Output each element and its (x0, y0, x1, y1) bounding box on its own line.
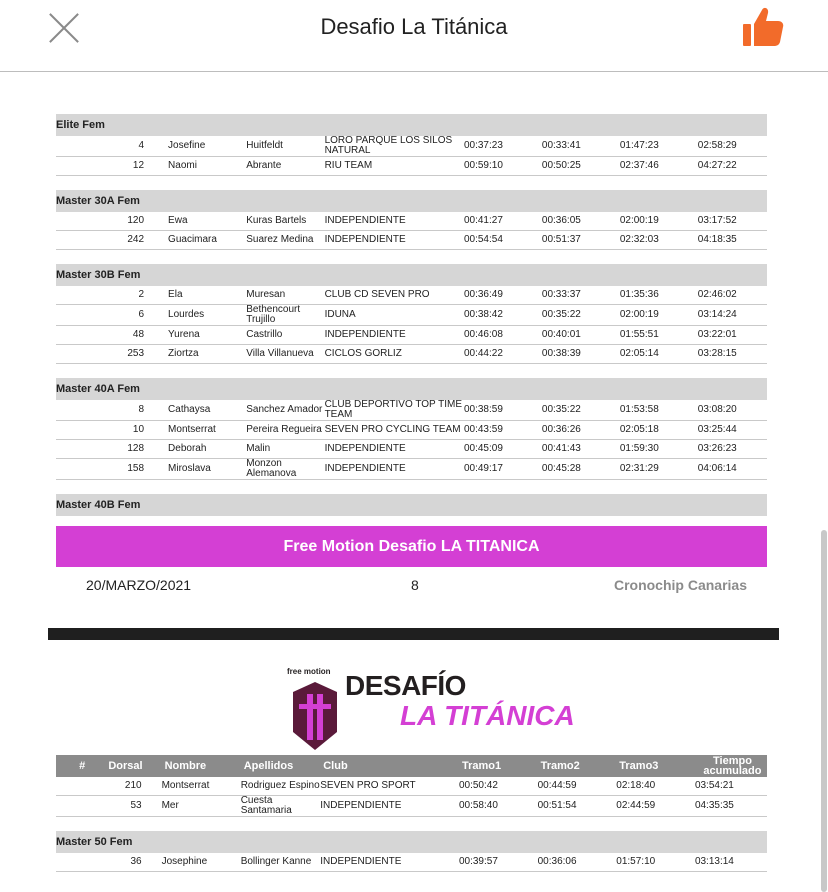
bib-number: 210 (105, 777, 161, 796)
split-2: 00:36:05 (542, 212, 620, 231)
category-header: Master 40A Fem (56, 378, 767, 400)
club: CLUB CD SEVEN PRO (325, 286, 464, 305)
event-logo (285, 662, 585, 752)
total-time: 03:54:21 (695, 777, 767, 796)
total-time: 04:35:35 (695, 796, 767, 817)
last-name: Suarez Medina (246, 231, 324, 250)
total-time: 04:06:14 (698, 459, 767, 480)
split-1: 00:38:42 (464, 305, 542, 326)
total-time: 03:13:14 (695, 853, 767, 872)
split-2: 00:33:41 (542, 136, 620, 157)
table-row (56, 136, 767, 157)
bib-number: 36 (105, 853, 161, 872)
first-name: Ela (168, 286, 246, 305)
category-header: Elite Fem (56, 114, 767, 136)
club: SEVEN PRO SPORT (320, 777, 459, 796)
bib-number: 120 (56, 212, 168, 231)
table-row (56, 796, 767, 817)
category-header: Master 40B Fem (56, 494, 767, 516)
split-1: 00:43:59 (464, 421, 542, 440)
bib-number: 10 (56, 421, 168, 440)
first-name: Mer (162, 796, 241, 817)
logo-line1: DESAFÍO (345, 670, 466, 701)
column-header: Apellidos (241, 755, 321, 777)
club: CICLOS GORLIZ (325, 345, 464, 364)
split-1: 00:58:40 (459, 796, 538, 817)
split-3: 01:55:51 (620, 326, 698, 345)
club: INDEPENDIENTE (325, 459, 464, 480)
first-name: Lourdes (168, 305, 246, 326)
split-1: 00:39:57 (459, 853, 538, 872)
total-time: 03:08:20 (698, 400, 767, 421)
last-name: Rodriguez Espino (241, 777, 321, 796)
total-time: 02:58:29 (698, 136, 767, 157)
club: INDEPENDIENTE (325, 231, 464, 250)
column-header: # (56, 755, 105, 777)
first-name: Ziortza (168, 345, 246, 364)
bib-number: 2 (56, 286, 168, 305)
last-name: Pereira Regueira (246, 421, 324, 440)
bib-number: 253 (56, 345, 168, 364)
column-header: Nombre (162, 755, 241, 777)
table-row (56, 421, 767, 440)
page-title: Desafio La Titánica (320, 14, 508, 39)
bib-number: 6 (56, 305, 168, 326)
bib-number: 12 (56, 157, 168, 176)
table-row (56, 777, 767, 796)
split-3: 02:44:59 (616, 796, 695, 817)
club: RIU TEAM (325, 157, 464, 176)
column-header: Tramo3 (616, 755, 695, 777)
total-time: 02:46:02 (698, 286, 767, 305)
bib-number: 8 (56, 400, 168, 421)
column-header: Tramo1 (459, 755, 538, 777)
last-name: Bollinger Kanne (241, 853, 321, 872)
total-time: 04:27:22 (698, 157, 767, 176)
split-3: 02:37:46 (620, 157, 698, 176)
last-name: Huitfeldt (246, 136, 324, 157)
table-row (56, 157, 767, 176)
table-row (56, 305, 767, 326)
split-2: 00:51:37 (542, 231, 620, 250)
split-3: 01:35:36 (620, 286, 698, 305)
total-time: 03:26:23 (698, 440, 767, 459)
results-table-page1 (56, 114, 767, 516)
pdf-document (0, 72, 828, 892)
table-row (56, 286, 767, 305)
column-header: Club (320, 755, 459, 777)
table-row (56, 400, 767, 421)
split-2: 00:33:37 (542, 286, 620, 305)
split-2: 00:40:01 (542, 326, 620, 345)
last-name: Bethencourt Trujillo (246, 305, 324, 326)
first-name: Yurena (168, 326, 246, 345)
club: INDEPENDIENTE (320, 796, 459, 817)
event-banner: Free Motion Desafio LA TITANICA (56, 526, 767, 567)
footer-date: 20/MARZO/2021 (86, 577, 192, 593)
total-time: 03:22:01 (698, 326, 767, 345)
split-3: 01:47:23 (620, 136, 698, 157)
split-2: 00:38:39 (542, 345, 620, 364)
first-name: Guacimara (168, 231, 246, 250)
total-time: 04:18:35 (698, 231, 767, 250)
split-3: 02:18:40 (616, 777, 695, 796)
club: CLUB DEPORTIVO TOP TIME TEAM (324, 399, 463, 420)
top-bar (0, 0, 828, 72)
total-time: 03:14:24 (698, 305, 767, 326)
first-name: Josefine (168, 136, 246, 157)
club: INDEPENDIENTE (325, 440, 464, 459)
last-name: Abrante (246, 157, 324, 176)
bib-number: 53 (105, 796, 161, 817)
split-2: 00:36:06 (538, 853, 617, 872)
last-name: Sanchez Amador (246, 400, 324, 421)
logo-line2: LA TITÁNICA (400, 700, 575, 731)
thumbs-up-icon[interactable] (740, 4, 786, 50)
club: INDEPENDIENTE (325, 212, 464, 231)
category-header: Master 30A Fem (56, 190, 767, 212)
total-time: 03:17:52 (698, 212, 767, 231)
split-3: 02:05:14 (620, 345, 698, 364)
page-divider (48, 628, 779, 640)
total-time: 03:28:15 (698, 345, 767, 364)
split-2: 00:41:43 (542, 440, 620, 459)
club: SEVEN PRO CYCLING TEAM (325, 421, 464, 440)
split-3: 01:59:30 (620, 440, 698, 459)
bib-number: 48 (56, 326, 168, 345)
split-2: 00:44:59 (538, 777, 617, 796)
table-row (56, 326, 767, 345)
club: LORO PARQUE LOS SILOS NATURAL (325, 136, 464, 157)
split-1: 00:49:17 (464, 459, 542, 480)
table-row (56, 345, 767, 364)
logo-small-text: free motion (287, 667, 331, 676)
split-1: 00:44:22 (464, 345, 542, 364)
split-1: 00:45:09 (464, 440, 542, 459)
last-name: Castrillo (246, 326, 324, 345)
column-header: Dorsal (105, 755, 161, 777)
first-name: Josephine (162, 853, 241, 872)
footer-brand: Cronochip Canarias (613, 577, 747, 593)
first-name: Naomi (168, 157, 246, 176)
table-row (56, 440, 767, 459)
last-name: Kuras Bartels (246, 212, 324, 231)
split-3: 02:05:18 (620, 421, 698, 440)
split-1: 00:37:23 (464, 136, 542, 157)
last-name: Malin (246, 440, 324, 459)
category-header: Master 30B Fem (56, 264, 767, 286)
split-3: 02:32:03 (620, 231, 698, 250)
club: INDEPENDIENTE (320, 853, 459, 872)
last-name: Cuesta Santamaria (241, 796, 321, 817)
column-header: Tiempo acumulado (695, 755, 767, 777)
split-2: 00:45:28 (542, 459, 620, 480)
first-name: Miroslava (168, 459, 246, 480)
table-row (56, 853, 767, 872)
table-row (56, 212, 767, 231)
bib-number: 242 (56, 231, 168, 250)
split-3: 01:57:10 (616, 853, 695, 872)
split-2: 00:36:26 (542, 421, 620, 440)
split-2: 00:35:22 (542, 400, 620, 421)
table-row (56, 459, 767, 480)
page-footer (56, 577, 767, 601)
club: IDUNA (325, 305, 464, 326)
total-time: 03:25:44 (698, 421, 767, 440)
split-2: 00:35:22 (542, 305, 620, 326)
results-table-page2 (56, 755, 767, 872)
split-1: 00:41:27 (464, 212, 542, 231)
column-header: Tramo2 (538, 755, 617, 777)
split-1: 00:36:49 (464, 286, 542, 305)
last-name: Monzon Alemanova (246, 459, 324, 480)
split-1: 00:50:42 (459, 777, 538, 796)
first-name: Cathaysa (168, 400, 246, 421)
scrollbar[interactable] (821, 530, 827, 892)
bib-number: 128 (56, 440, 168, 459)
column-header-row (56, 755, 767, 777)
bib-number: 4 (56, 136, 168, 157)
split-2: 00:51:54 (538, 796, 617, 817)
bib-number: 158 (56, 459, 168, 480)
club: INDEPENDIENTE (325, 326, 464, 345)
last-name: Muresan (246, 286, 324, 305)
split-2: 00:50:25 (542, 157, 620, 176)
split-1: 00:46:08 (464, 326, 542, 345)
first-name: Deborah (168, 440, 246, 459)
split-3: 01:53:58 (620, 400, 698, 421)
split-3: 02:00:19 (620, 212, 698, 231)
first-name: Ewa (168, 212, 246, 231)
last-name: Villa Villanueva (246, 345, 324, 364)
split-1: 00:54:54 (464, 231, 542, 250)
split-1: 00:38:59 (464, 400, 542, 421)
table-row (56, 231, 767, 250)
split-1: 00:59:10 (464, 157, 542, 176)
split-3: 02:00:19 (620, 305, 698, 326)
category-header: Master 50 Fem (56, 831, 767, 853)
first-name: Montserrat (162, 777, 241, 796)
first-name: Montserrat (168, 421, 246, 440)
split-3: 02:31:29 (620, 459, 698, 480)
footer-page-number: 8 (411, 577, 419, 593)
